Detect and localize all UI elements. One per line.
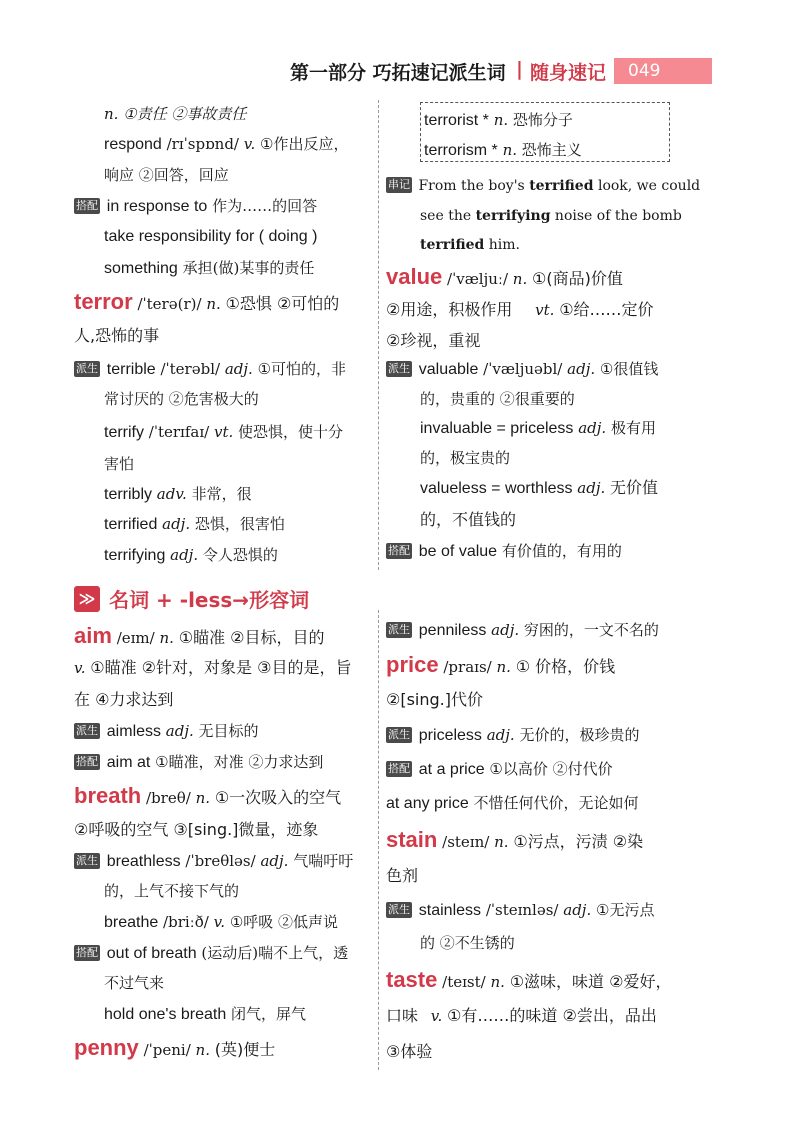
out-of-breath-entry bbox=[74, 943, 348, 964]
be-of-value-meaning: 有价值的，有用的 bbox=[501, 542, 622, 560]
be-of-value-entry bbox=[386, 541, 622, 562]
derive-tag: 派生 bbox=[76, 854, 98, 867]
breathless-meaning-cont: 的，上气不接下气的 bbox=[104, 882, 240, 900]
valueless-word: valueless = worthless bbox=[420, 480, 573, 497]
aimless-pos: adj. bbox=[165, 722, 194, 740]
penniless-pos: adj. bbox=[491, 621, 520, 639]
terror-pos: n. bbox=[206, 295, 221, 313]
terrible-ipa: /ˈterəbl/ bbox=[160, 360, 221, 378]
take-responsibility-phrase: take responsibility for ( doing ) bbox=[104, 228, 318, 245]
aim-verb-meaning-cont: 在 ④力求达到 bbox=[74, 690, 174, 709]
terrified-word: terrified bbox=[104, 516, 158, 533]
terribly-entry bbox=[104, 484, 252, 505]
aim-pos-v: v. bbox=[74, 659, 86, 677]
aimless-word: aimless bbox=[106, 723, 162, 740]
aim-verb-line bbox=[74, 658, 351, 678]
breathless-pos: adj. bbox=[260, 852, 289, 870]
example-line-1 bbox=[386, 176, 700, 196]
stainless-ipa: /ˈsteɪnləs/ bbox=[485, 901, 559, 919]
at-any-price-entry bbox=[386, 793, 639, 814]
terrorist-pos: n. bbox=[493, 111, 509, 129]
price-meaning-cont: ②[sing.]代价 bbox=[386, 690, 483, 709]
breathless-meaning: 气喘吁吁 bbox=[293, 852, 354, 870]
stain-entry bbox=[386, 827, 644, 852]
in-response-to-meaning: 作为……的回答 bbox=[212, 197, 318, 215]
at-a-price-meaning: ①以高价 ②付代价 bbox=[489, 760, 613, 778]
terrifying-entry bbox=[104, 545, 278, 566]
example-keyword: terrifying bbox=[475, 208, 551, 224]
breathe-pos: v. bbox=[213, 913, 226, 931]
taste-verb-meaning-cont: ③体验 bbox=[386, 1042, 433, 1061]
invaluable-word: invaluable = priceless bbox=[420, 420, 574, 437]
penniless-meaning: 穷困的，一文不名的 bbox=[523, 621, 659, 639]
stainless-pos: adj. bbox=[563, 901, 592, 919]
out-of-breath-meaning-cont: 不过气来 bbox=[104, 974, 165, 992]
breath-meaning: ①一次吸入的空气 bbox=[214, 788, 342, 807]
hold-breath-phrase: hold one's breath bbox=[104, 1006, 227, 1023]
breathless-word: breathless bbox=[106, 853, 181, 870]
example-text: see the bbox=[420, 208, 476, 224]
terrible-meaning: ①可怕的，非 bbox=[257, 360, 347, 378]
responsibility-text: n. ①责任 ②事故责任 bbox=[104, 105, 247, 123]
example-text: noise of the bomb bbox=[550, 208, 682, 224]
collocation-tag: 搭配 bbox=[388, 544, 410, 557]
valuable-ipa: /ˈvæljuəbl/ bbox=[483, 360, 563, 378]
terrify-word: terrify bbox=[104, 424, 144, 441]
header-separator: | bbox=[516, 58, 523, 80]
value-ipa: /ˈvæljuː/ bbox=[447, 270, 509, 288]
terror-meaning: ①恐惧 ②可怕的 bbox=[225, 294, 340, 313]
respond-meaning-cont: 响应 ②回答，回应 bbox=[104, 166, 229, 184]
page-header-title: 第一部分 巧拓速记派生词 bbox=[290, 62, 506, 84]
breath-meaning-cont: ②呼吸的空气 ③[sing.]微量，迹象 bbox=[74, 820, 319, 839]
penniless-word: penniless bbox=[418, 622, 487, 639]
breathless-entry bbox=[74, 851, 353, 872]
taste-verb-meaning: ①有……的味道 ②尝出，品出 bbox=[447, 1006, 657, 1025]
stainless-meaning-cont: 的 ②不生锈的 bbox=[420, 934, 515, 952]
example-text: From the boy's bbox=[418, 178, 530, 194]
derive-tag: 派生 bbox=[388, 362, 410, 375]
penniless-entry bbox=[386, 620, 659, 641]
value-meaning-cont-2: ②珍视，重视 bbox=[386, 331, 481, 350]
responsibility-meaning bbox=[104, 104, 246, 124]
be-of-value-phrase: be of value bbox=[418, 543, 498, 560]
invaluable-entry bbox=[420, 418, 656, 439]
taste-pos-v: v. bbox=[430, 1007, 443, 1025]
taste-meaning-2: 口味 bbox=[386, 1006, 419, 1025]
breath-headword: breath bbox=[74, 783, 142, 808]
terribly-meaning: 非常，很 bbox=[191, 485, 252, 503]
invaluable-pos: adj. bbox=[578, 419, 607, 437]
terribly-pos: adv. bbox=[156, 485, 187, 503]
respond-word: respond bbox=[104, 136, 162, 153]
derive-tag: 派生 bbox=[388, 623, 410, 636]
something-word: something bbox=[104, 260, 178, 277]
breathe-meaning: ①呼吸 ②低声说 bbox=[229, 913, 339, 931]
stain-meaning: ①污点，污渍 ②染 bbox=[513, 832, 644, 851]
terrify-ipa: /ˈterɪfaɪ/ bbox=[148, 423, 210, 441]
aimless-meaning: 无目标的 bbox=[198, 722, 259, 740]
respond-meaning: ①作出反应， bbox=[260, 135, 349, 153]
terrify-pos: vt. bbox=[213, 423, 234, 441]
aim-verb-meaning: ①瞄准 ②针对，对象是 ③目的是，旨 bbox=[90, 658, 352, 677]
aim-headword: aim bbox=[74, 623, 112, 648]
priceless-word: priceless bbox=[418, 727, 482, 744]
value-meaning-2: ②用途，积极作用 bbox=[386, 300, 513, 319]
example-tag: 串记 bbox=[388, 178, 410, 191]
example-keyword: terrified bbox=[420, 237, 485, 253]
terrorist-meaning: 恐怖分子 bbox=[512, 111, 573, 129]
aim-meaning: ①瞄准 ②目标，目的 bbox=[178, 628, 325, 647]
terrifying-word: terrifying bbox=[104, 547, 166, 564]
out-of-breath-phrase: out of breath bbox=[106, 945, 197, 962]
hold-breath-meaning: 闭气，屏气 bbox=[231, 1005, 307, 1023]
taste-pos: n. bbox=[490, 973, 505, 991]
stainless-word: stainless bbox=[418, 902, 482, 919]
taste-headword: taste bbox=[386, 967, 438, 992]
penny-entry bbox=[74, 1035, 276, 1060]
taste-meaning: ①滋味，味道 ②爱好， bbox=[509, 972, 672, 991]
header-subtitle: 随身速记 bbox=[530, 62, 607, 84]
stain-meaning-cont: 色剂 bbox=[386, 866, 419, 885]
terrify-meaning-cont: 害怕 bbox=[104, 455, 135, 473]
penny-headword: penny bbox=[74, 1035, 139, 1060]
terror-headword: terror bbox=[74, 289, 133, 314]
terrible-word: terrible bbox=[106, 361, 156, 378]
stain-headword: stain bbox=[386, 827, 438, 852]
page-number: 049 bbox=[614, 58, 712, 84]
collocation-tag: 搭配 bbox=[76, 755, 98, 768]
taste-ipa: /teɪst/ bbox=[442, 973, 486, 991]
column-divider-top bbox=[378, 100, 379, 570]
terrified-pos: adj. bbox=[162, 515, 191, 533]
stain-ipa: /steɪn/ bbox=[442, 833, 490, 851]
terrorism-entry bbox=[424, 140, 582, 161]
taste-entry bbox=[386, 967, 672, 992]
in-response-to-phrase: in response to bbox=[106, 198, 208, 215]
taste-verb-line bbox=[386, 1006, 657, 1026]
collocation-tag: 搭配 bbox=[76, 946, 98, 959]
terrifying-pos: adj. bbox=[170, 546, 199, 564]
value-pos: n. bbox=[512, 270, 528, 288]
at-any-price-phrase: at any price bbox=[386, 795, 469, 812]
aimless-entry bbox=[74, 721, 259, 742]
section-title: 名词 + -less→形容词 bbox=[109, 588, 310, 612]
column-divider-bottom bbox=[378, 610, 379, 1070]
valueless-pos: adj. bbox=[577, 479, 606, 497]
value-meaning-cont bbox=[386, 300, 654, 320]
terrible-pos: adj. bbox=[224, 360, 253, 378]
derive-tag: 派生 bbox=[76, 362, 98, 375]
invaluable-meaning: 极有用 bbox=[610, 419, 656, 437]
aim-at-entry bbox=[74, 752, 323, 773]
price-entry bbox=[386, 652, 616, 677]
value-headword: value bbox=[386, 264, 443, 289]
valuable-pos: adj. bbox=[567, 360, 596, 378]
hold-breath-entry bbox=[104, 1004, 306, 1025]
terrifying-meaning: 令人恐惧的 bbox=[202, 546, 278, 564]
stainless-entry bbox=[386, 900, 654, 921]
terrify-entry bbox=[104, 422, 343, 443]
terrible-entry bbox=[74, 359, 346, 380]
value-pos-vt: vt. bbox=[535, 301, 555, 319]
derive-tag: 派生 bbox=[388, 728, 410, 741]
example-text: look, we could bbox=[593, 178, 701, 194]
value-meaning: ①(商品)价值 bbox=[532, 269, 623, 288]
priceless-pos: adj. bbox=[486, 726, 515, 744]
breathe-word: breathe bbox=[104, 914, 159, 931]
at-a-price-entry bbox=[386, 759, 613, 780]
terribly-word: terribly bbox=[104, 486, 153, 503]
stain-pos: n. bbox=[494, 833, 509, 851]
respond-pos: v. bbox=[243, 135, 256, 153]
example-line-2 bbox=[420, 206, 682, 226]
double-chevron-icon: ≫ bbox=[74, 586, 100, 612]
collocation-tag: 搭配 bbox=[388, 762, 410, 775]
aim-at-phrase: aim at bbox=[106, 754, 151, 771]
penny-pos: n. bbox=[195, 1041, 210, 1059]
in-response-to-entry bbox=[74, 196, 317, 217]
respond-entry bbox=[104, 134, 348, 155]
stainless-meaning: ①无污点 bbox=[596, 901, 655, 919]
penny-meaning: (英)便士 bbox=[214, 1040, 276, 1059]
at-a-price-phrase: at a price bbox=[418, 761, 485, 778]
priceless-meaning: 无价的，极珍贵的 bbox=[519, 726, 640, 744]
valueless-entry bbox=[420, 478, 658, 499]
terrify-meaning: 使恐惧，使十分 bbox=[238, 423, 344, 441]
price-pos: n. bbox=[496, 658, 511, 676]
at-any-price-meaning: 不惜任何代价，无论如何 bbox=[473, 794, 639, 812]
terrorism-meaning: 恐怖主义 bbox=[521, 141, 582, 159]
breath-pos: n. bbox=[195, 789, 211, 807]
terror-entry bbox=[74, 289, 340, 314]
respond-ipa: /rɪˈspɒnd/ bbox=[166, 135, 239, 153]
terror-meaning-cont: 人,恐怖的事 bbox=[74, 326, 160, 345]
terror-ipa: /ˈterə(r)/ bbox=[137, 295, 202, 313]
take-responsibility-meaning: 承担(做)某事的责任 bbox=[182, 259, 315, 277]
value-meaning-3: ①给……定价 bbox=[559, 300, 654, 319]
aim-ipa: /eɪm/ bbox=[116, 629, 155, 647]
terrorism-pos: n. bbox=[502, 141, 517, 159]
price-ipa: /praɪs/ bbox=[443, 658, 492, 676]
example-line-3 bbox=[420, 235, 520, 255]
valueless-meaning: 无价值 bbox=[610, 478, 659, 497]
derive-tag: 派生 bbox=[388, 903, 410, 916]
penny-ipa: /ˈpeni/ bbox=[143, 1041, 191, 1059]
aim-entry bbox=[74, 623, 325, 648]
terrorism-word: terrorism * bbox=[424, 142, 498, 159]
terrified-meaning: 恐惧，很害怕 bbox=[194, 515, 285, 533]
out-of-breath-meaning: (运动后)喘不上气，透 bbox=[201, 944, 349, 962]
breath-ipa: /breθ/ bbox=[146, 789, 191, 807]
derive-tag: 派生 bbox=[76, 724, 98, 737]
valuable-word: valuable bbox=[418, 361, 479, 378]
breathless-ipa: /ˈbreθləs/ bbox=[185, 852, 256, 870]
something-line bbox=[104, 258, 314, 279]
breathe-entry bbox=[104, 912, 338, 933]
valuable-entry bbox=[386, 359, 658, 380]
aim-pos: n. bbox=[159, 629, 174, 647]
valuable-meaning: ①很值钱 bbox=[599, 360, 659, 378]
terrorist-entry bbox=[424, 110, 573, 131]
valueless-meaning-cont: 的，不值钱的 bbox=[420, 510, 517, 529]
breath-entry bbox=[74, 783, 342, 808]
example-keyword: terrified bbox=[529, 178, 594, 194]
example-text: him. bbox=[484, 237, 520, 253]
invaluable-meaning-cont: 的，极宝贵的 bbox=[420, 449, 511, 467]
collocation-tag: 搭配 bbox=[76, 199, 98, 212]
value-entry bbox=[386, 264, 623, 289]
terrorist-word: terrorist * bbox=[424, 112, 489, 129]
price-meaning: ① 价格，价钱 bbox=[515, 657, 616, 676]
aim-at-meaning: ①瞄准，对准 ②力求达到 bbox=[155, 753, 324, 771]
terrified-entry bbox=[104, 514, 285, 535]
priceless-entry bbox=[386, 725, 639, 746]
breathe-ipa: /briːð/ bbox=[163, 913, 209, 931]
price-headword: price bbox=[386, 652, 439, 677]
section-header bbox=[74, 584, 374, 618]
valuable-meaning-cont: 的，贵重的 ②很重要的 bbox=[420, 390, 575, 408]
terrible-meaning-cont: 常讨厌的 ②危害极大的 bbox=[104, 390, 259, 408]
